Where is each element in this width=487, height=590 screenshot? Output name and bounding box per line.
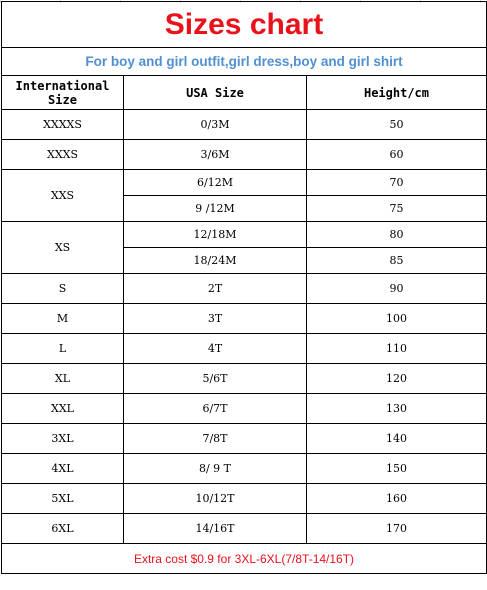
height-cell: 120 bbox=[307, 364, 487, 394]
height-cell: 60 bbox=[307, 140, 487, 170]
height-cell: 100 bbox=[307, 304, 487, 334]
height-cell: 75 bbox=[307, 196, 487, 222]
height-cell: 50 bbox=[307, 110, 487, 140]
table-row bbox=[2, 424, 487, 454]
title-row bbox=[2, 2, 487, 48]
intl-size-cell: 5XL bbox=[2, 484, 124, 514]
usa-size-cell: 9 /12M bbox=[124, 196, 307, 222]
table-row bbox=[2, 334, 487, 364]
table-row bbox=[2, 170, 487, 196]
intl-size-cell: 3XL bbox=[2, 424, 124, 454]
intl-size-cell: 4XL bbox=[2, 454, 124, 484]
table-row bbox=[2, 394, 487, 424]
table-row bbox=[2, 514, 487, 544]
height-cell: 70 bbox=[307, 170, 487, 196]
height-cell: 110 bbox=[307, 334, 487, 364]
height-cell: 150 bbox=[307, 454, 487, 484]
intl-size-cell: XXXS bbox=[2, 140, 124, 170]
table-row bbox=[2, 304, 487, 334]
usa-size-cell: 6/7T bbox=[124, 394, 307, 424]
table-row bbox=[2, 140, 487, 170]
usa-size-cell: 7/8T bbox=[124, 424, 307, 454]
chart-subtitle: For boy and girl outfit,girl dress,boy and girl shirt bbox=[2, 48, 487, 76]
usa-size-cell: 12/18M bbox=[124, 222, 307, 248]
chart-title: Sizes chart bbox=[2, 2, 487, 48]
usa-size-cell: 14/16T bbox=[124, 514, 307, 544]
intl-size-cell: XXS bbox=[2, 170, 124, 222]
size-chart-table bbox=[1, 1, 487, 574]
usa-size-cell: 8/ 9 T bbox=[124, 454, 307, 484]
usa-size-cell: 3T bbox=[124, 304, 307, 334]
height-cell: 160 bbox=[307, 484, 487, 514]
usa-size-cell: 5/6T bbox=[124, 364, 307, 394]
intl-size-cell: L bbox=[2, 334, 124, 364]
usa-size-cell: 2T bbox=[124, 274, 307, 304]
usa-size-cell: 0/3M bbox=[124, 110, 307, 140]
intl-size-cell: 6XL bbox=[2, 514, 124, 544]
height-cell: 140 bbox=[307, 424, 487, 454]
subtitle-row bbox=[2, 48, 487, 76]
footer-row bbox=[2, 544, 487, 574]
height-cell: 85 bbox=[307, 248, 487, 274]
usa-size-cell: 3/6M bbox=[124, 140, 307, 170]
extra-cost-note: Extra cost $0.9 for 3XL-6XL(7/8T-14/16T) bbox=[2, 544, 487, 574]
table-row bbox=[2, 274, 487, 304]
height-cell: 80 bbox=[307, 222, 487, 248]
usa-size-cell: 10/12T bbox=[124, 484, 307, 514]
table-row bbox=[2, 110, 487, 140]
intl-size-cell: XS bbox=[2, 222, 124, 274]
table-row bbox=[2, 454, 487, 484]
table-row bbox=[2, 222, 487, 248]
intl-size-cell: XXXXS bbox=[2, 110, 124, 140]
header-row bbox=[2, 76, 487, 110]
header-height: Height/cm bbox=[307, 76, 487, 110]
height-cell: 90 bbox=[307, 274, 487, 304]
intl-size-cell: S bbox=[2, 274, 124, 304]
usa-size-cell: 6/12M bbox=[124, 170, 307, 196]
usa-size-cell: 4T bbox=[124, 334, 307, 364]
intl-size-cell: M bbox=[2, 304, 124, 334]
height-cell: 170 bbox=[307, 514, 487, 544]
intl-size-cell: XXL bbox=[2, 394, 124, 424]
header-international-size: International Size bbox=[2, 76, 124, 110]
header-usa-size: USA Size bbox=[124, 76, 307, 110]
usa-size-cell: 18/24M bbox=[124, 248, 307, 274]
table-row bbox=[2, 364, 487, 394]
height-cell: 130 bbox=[307, 394, 487, 424]
table-row bbox=[2, 484, 487, 514]
intl-size-cell: XL bbox=[2, 364, 124, 394]
